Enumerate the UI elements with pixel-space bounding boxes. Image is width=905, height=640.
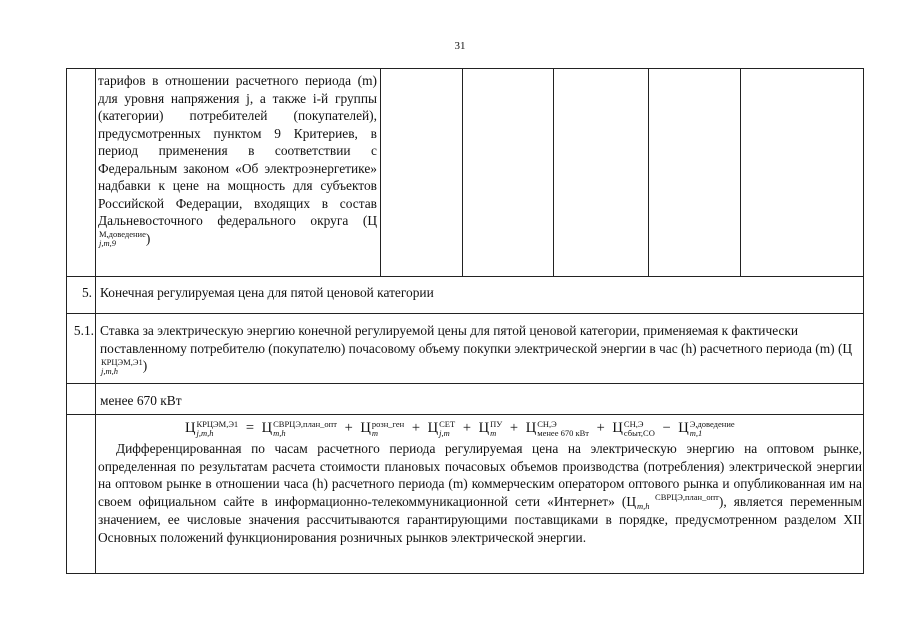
formula-minus: −: [662, 420, 671, 437]
row5-number: 5.: [81, 285, 92, 300]
formula-plus-4: +: [509, 420, 519, 437]
formula-plus-2: +: [411, 420, 421, 437]
formula-term-dovedenie-1: ЦЭ,доведение m,1: [678, 419, 735, 438]
formula-eq-sign: =: [245, 420, 254, 437]
explanation-end: , является переменным значением, ее числовые значения рассчитываются гарантирующими поставщиками в порядке, предусмотренном разделом XII Основных положений функционирования розничных рынков электрической энергии.: [98, 493, 862, 545]
formula-term-sne-670: ЦСН,Э менее 670 кВт: [525, 419, 589, 438]
formula-term-set: ЦСЕТ j,m: [427, 419, 456, 438]
row-continued-text: [98, 72, 377, 248]
row-continued-body: тарифов в отношении расчетного периода (m) для уровня напряжения j, а также i-й группы (категории) потребителей (покупателей), предусмотренных пунктом 9 Критериев, в период применения в соответствии с Федеральным законом «Об электроэнергетике» надбавки к цене на мощность для субъектов Российской Федерации, входящих в состав Дальневосточного федерального округа: [98, 73, 377, 228]
price-formula: [185, 420, 735, 438]
symbol-krcem-e1: (ЦКРЦЭМ,Э1 j,m,h ): [101, 340, 853, 376]
symbol-cm-dovedenie-9: (ЦМ,доведение j,m,9 ): [99, 213, 377, 249]
explanation-body: Дифференцированная по часам расчетного периода регулируемая цена на электрическую энергию на оптовом рынке, определенная по результатам расчета стоимости плановых почасовых объемов производства (потребления) электрической энергии на оптовом рынке в отношении часа (h) расчетного периода (m) коммерческим оператором оптового рынка и опубликованная им на своем официальном сайте в информационно-телекоммуникационной сети «Интернет»: [98, 441, 862, 509]
formula-explanation: [98, 440, 862, 546]
row51-body: Ставка за электрическую энергию конечной регулируемой цены для пятой ценовой категории, применяемая к фактически поставленному потребителю (покупателю) почасовому объему покупки электрической энергии в час (h) расчетного периода (m): [100, 323, 835, 356]
symbol-svrce-plan: (Ц СВРЦЭ,план_опт m,h ): [621, 492, 724, 512]
formula-plus-3: +: [462, 420, 472, 437]
row-less-670-text: менее 670 кВт: [100, 393, 182, 408]
formula-term-rozn: Црозн_ген m: [360, 419, 405, 438]
formula-term-pu: ЦПУ m: [478, 419, 503, 438]
row5-text: Конечная регулируемая цена для пятой ценовой категории: [100, 285, 434, 300]
page-number: 31: [454, 40, 466, 52]
formula-term-krcem: ЦКРЦЭМ,Э1 j,m,h: [185, 419, 239, 438]
row51-number: 5.1.: [73, 323, 94, 338]
formula-term-sbyt: ЦСН,Э сбыт,СО: [612, 419, 655, 438]
formula-plus-1: +: [344, 420, 353, 437]
formula-term-svrce: ЦСВРЦЭ,план_опт m,h: [261, 419, 337, 438]
formula-plus-5: +: [596, 420, 605, 437]
row51-text: [100, 322, 860, 376]
